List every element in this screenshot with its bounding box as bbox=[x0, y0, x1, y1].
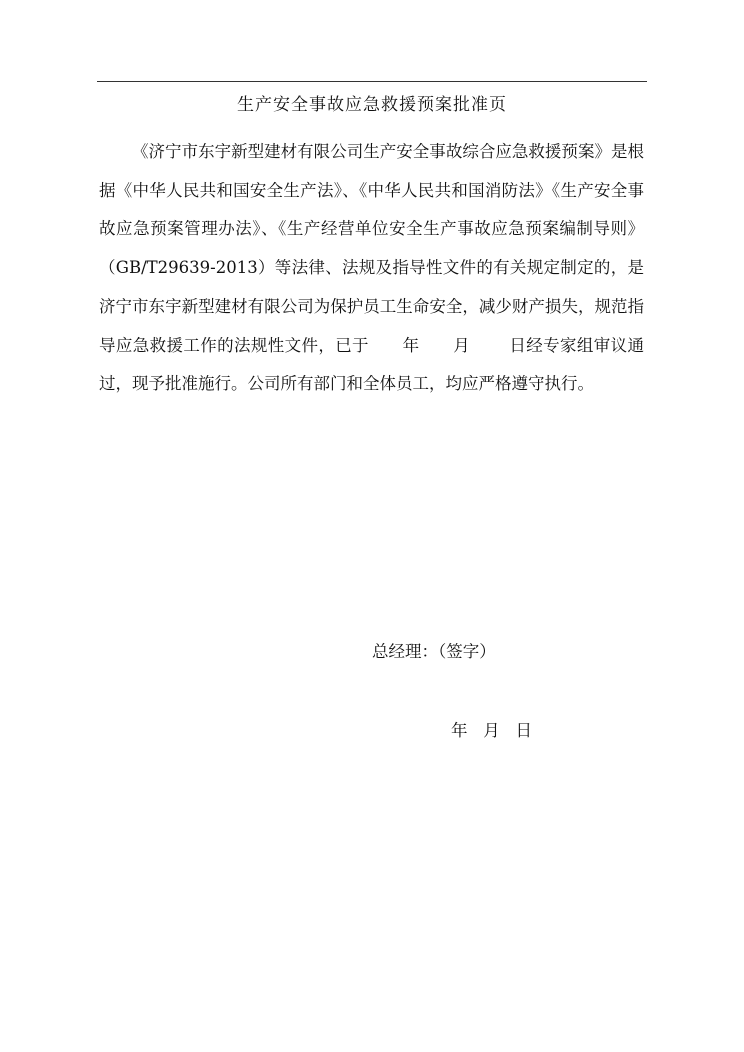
month-label: 月 bbox=[453, 335, 471, 355]
year-label: 年 bbox=[402, 335, 420, 355]
approval-text-part1: 《济宁市东宇新型建材有限公司生产安全事故综合应急救援预案》是根据《中华人民共和国安全生产法》、《中华人民共和国消防法》《生产安全事故应急预案管理办法》、《生产经营单位安全生产事故应急预案编制导则》（GB/T29639-2013）等法律、法规及指导性文件的有关规定制定的，是济宁市东宇新型建材有限公司为保护员工生命安全，减少财产损失，规范指导应急救援工作的法规性文件，已于 bbox=[99, 142, 644, 355]
header-rule bbox=[97, 81, 647, 82]
page-title: 生产安全事故应急救援预案批准页 bbox=[237, 95, 507, 115]
approval-text-part2: 日经专家组审议通过，现予批准施行。公司所有部门和全体员工，均应严格遵守执行。 bbox=[99, 335, 645, 394]
signature-line: 总经理：（签字） bbox=[372, 642, 496, 661]
date-line: 年 月 日 bbox=[451, 721, 532, 740]
approval-paragraph bbox=[99, 133, 644, 404]
